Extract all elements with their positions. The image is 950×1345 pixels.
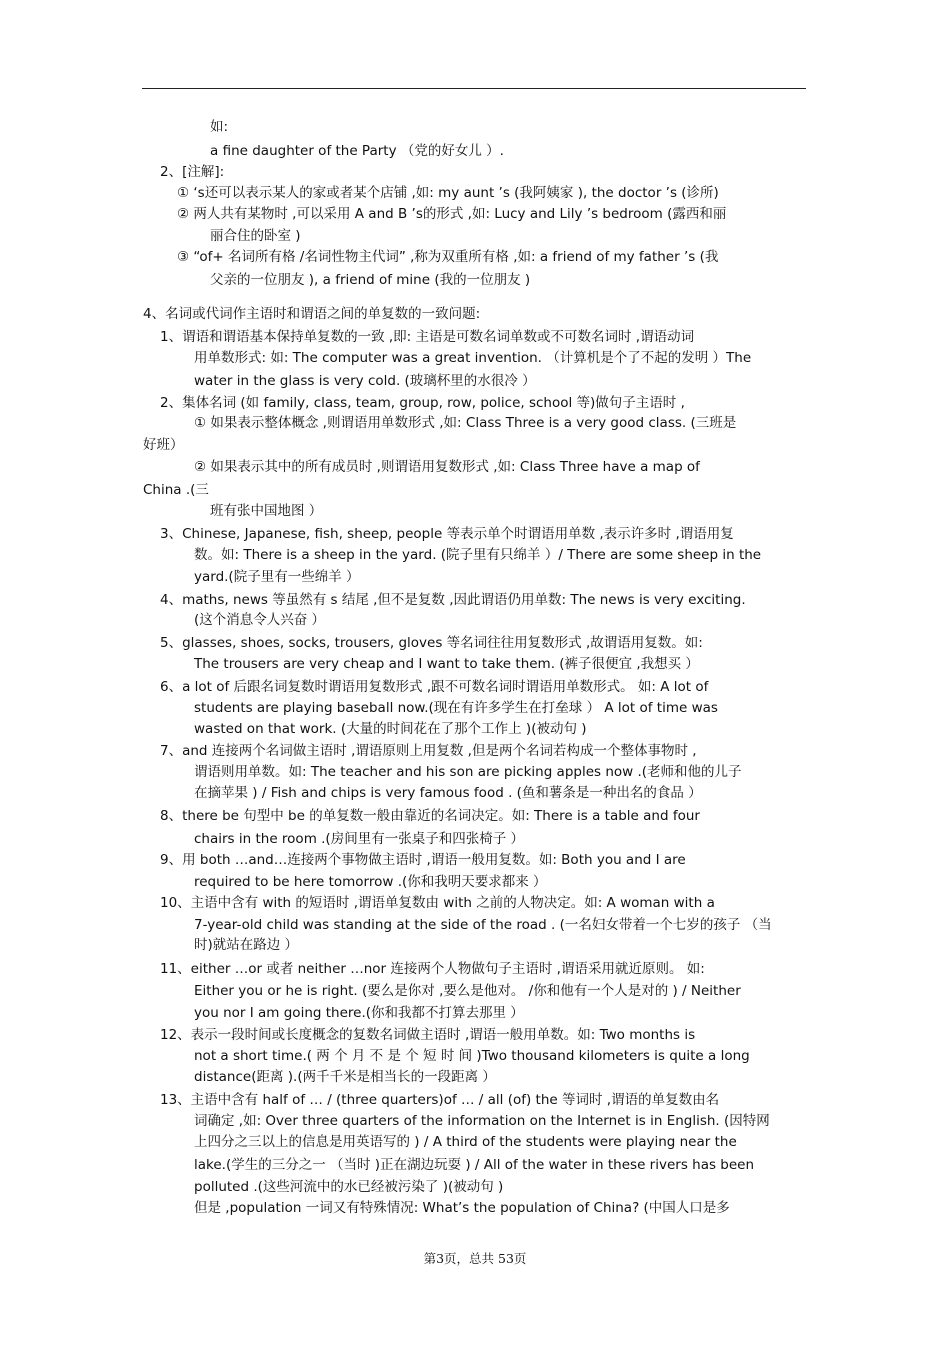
text-line: The trousers are very cheap and I want to take them. (裤子很便宜 ,我想买 ） [194,656,699,672]
text-line: 班有张中国地图 ） [210,503,323,519]
text-line: chairs in the room .(房间里有一张桌子和四张椅子 ） [194,831,524,847]
text-line: lake.(学生的三分之一 （当时 )正在湖边玩耍 ) / All of the water in these rivers has been [194,1157,755,1173]
text-line: required to be here tomorrow .(你和我明天要求都来 ） [194,874,547,890]
text-line: 7-year-old child was standing at the side of the road . (一名妇女带着一个七岁的孩子 （当 [194,917,772,933]
text-line: a fine daughter of the Party （党的好女儿 ）. [210,143,504,159]
text-line: 9、用 both …and…连接两个事物做主语时 ,谓语一般用复数。如: Both you and I are [160,852,686,868]
text-line: 如: [210,119,229,135]
text-line: not a short time.( 两 个 月 不 是 个 短 时 间 )Two thousand kilometers is quite a long [194,1048,750,1064]
text-line: water in the glass is very cold. (玻璃杯里的水很冷 ） [194,373,536,389]
text-line: 数。如: There is a sheep in the yard. (院子里有只绵羊 ）/ There are some sheep in the [194,547,762,563]
text-line: students are playing baseball now.(现在有许多学生在打垒球 ） A lot of time was [194,700,718,716]
text-line: 11、either …or 或者 neither …nor 连接两个人物做句子主语时 ,谓语采用就近原则。 如: [160,961,705,977]
section-heading: 4、名词或代词作主语时和谓语之间的单复数的一致问题: [143,306,481,322]
text-line: 6、a lot of 后跟名词复数时谓语用复数形式 ,跟不可数名词时谓语用单数形式。 如: A lot of [160,679,709,695]
text-line: 好班） [143,437,184,453]
text-line: 在摘苹果 ) / Fish and chips is very famous food . (鱼和薯条是一种出名的食品 ） [194,785,702,801]
text-line: yard.(院子里有一些绵羊 ） [194,569,360,585]
text-line: 12、表示一段时间或长度概念的复数名词做主语时 ,谓语一般用单数。如: Two months is [160,1027,696,1043]
header-rule [142,88,806,89]
text-line: ② 两人共有某物时 ,可以采用 A and B ’s的形式 ,如: Lucy and Lily ’s bedroom (露西和丽 [177,206,727,222]
text-line: 8、there be 句型中 be 的单复数一般由靠近的名词决定。如: There is a table and four [160,808,700,824]
text-line: 2、[注解]: [160,164,225,180]
page-footer: 第3页，总共 53页 [423,1251,527,1266]
text-line: 10、主语中含有 with 的短语时 ,谓语单复数由 with 之前的人物决定。如: A woman with a [160,895,715,911]
text-line: (这个消息令人兴奋 ） [194,612,326,628]
text-line: 7、and 连接两个名词做主语时 ,谓语原则上用复数 ,但是两个名词若构成一个整体事物时 , [160,743,697,759]
text-line: 5、glasses, shoes, socks, trousers, gloves 等名词往往用复数形式 ,故谓语用复数。如: [160,635,703,651]
text-line: 3、Chinese, Japanese, fish, sheep, people 等表示单个时谓语用单数 ,表示许多时 ,谓语用复 [160,526,734,542]
text-line: 时)就站在路边 ） [194,937,299,953]
text-line: distance(距离 ).(两千千米是相当长的一段距离 ） [194,1069,496,1085]
text-line: 谓语则用单数。如: The teacher and his son are picking apples now .(老师和他的儿子 [194,764,742,780]
text-line: 2、集体名词 (如 family, class, team, group, row, police, school 等)做句子主语时 , [160,395,685,411]
text-line: China .(三 [143,482,209,498]
text-line: 但是 ,population 一词又有特殊情况: What’s the population of China? (中国人口是多 [194,1200,730,1216]
text-line: you nor I am going there.(你和我都不打算去那里 ） [194,1005,524,1021]
text-line: 上四分之三以上的信息是用英语写的 ) / A third of the students were playing near the [194,1134,737,1150]
text-line: polluted .(这些河流中的水已经被污染了 )(被动句 ) [194,1179,504,1195]
text-line: wasted on that work. (大量的时间花在了那个工作上 )(被动句 ) [194,721,587,737]
text-line: 用单数形式: 如: The computer was a great invention. （计算机是个了不起的发明 ）The [194,350,752,366]
text-line: ③ “of+ 名词所有格 /名词性物主代词” ,称为双重所有格 ,如: a friend of my father ’s (我 [177,249,719,265]
text-line: ② 如果表示其中的所有成员时 ,则谓语用复数形式 ,如: Class Three have a map of [194,459,700,475]
text-line: 丽合住的卧室 ) [210,228,301,244]
text-line: ① 如果表示整体概念 ,则谓语用单数形式 ,如: Class Three is a very good class. (三班是 [194,415,737,431]
text-line: Either you or he is right. (要么是你对 ,要么是他对。 /你和他有一个人是对的 ) / Neither [194,983,741,999]
text-line: ① ‘s还可以表示某人的家或者某个店铺 ,如: my aunt ’s (我阿姨家 ), the doctor ’s (诊所) [177,185,719,201]
text-line: 4、maths, news 等虽然有 s 结尾 ,但不是复数 ,因此谓语仍用单数: The news is very exciting. [160,592,746,608]
text-line: 1、谓语和谓语基本保持单复数的一致 ,即: 主语是可数名词单数或不可数名词时 ,谓语动词 [160,329,695,345]
text-line: 词确定 ,如: Over three quarters of the information on the Internet is in English. (因特网 [194,1113,770,1129]
text-line: 13、主语中含有 half of … / (three quarters)of … / all (of) the 等词时 ,谓语的单复数由名 [160,1092,720,1108]
text-line: 父亲的一位朋友 ), a friend of mine (我的一位朋友 ) [210,272,531,288]
